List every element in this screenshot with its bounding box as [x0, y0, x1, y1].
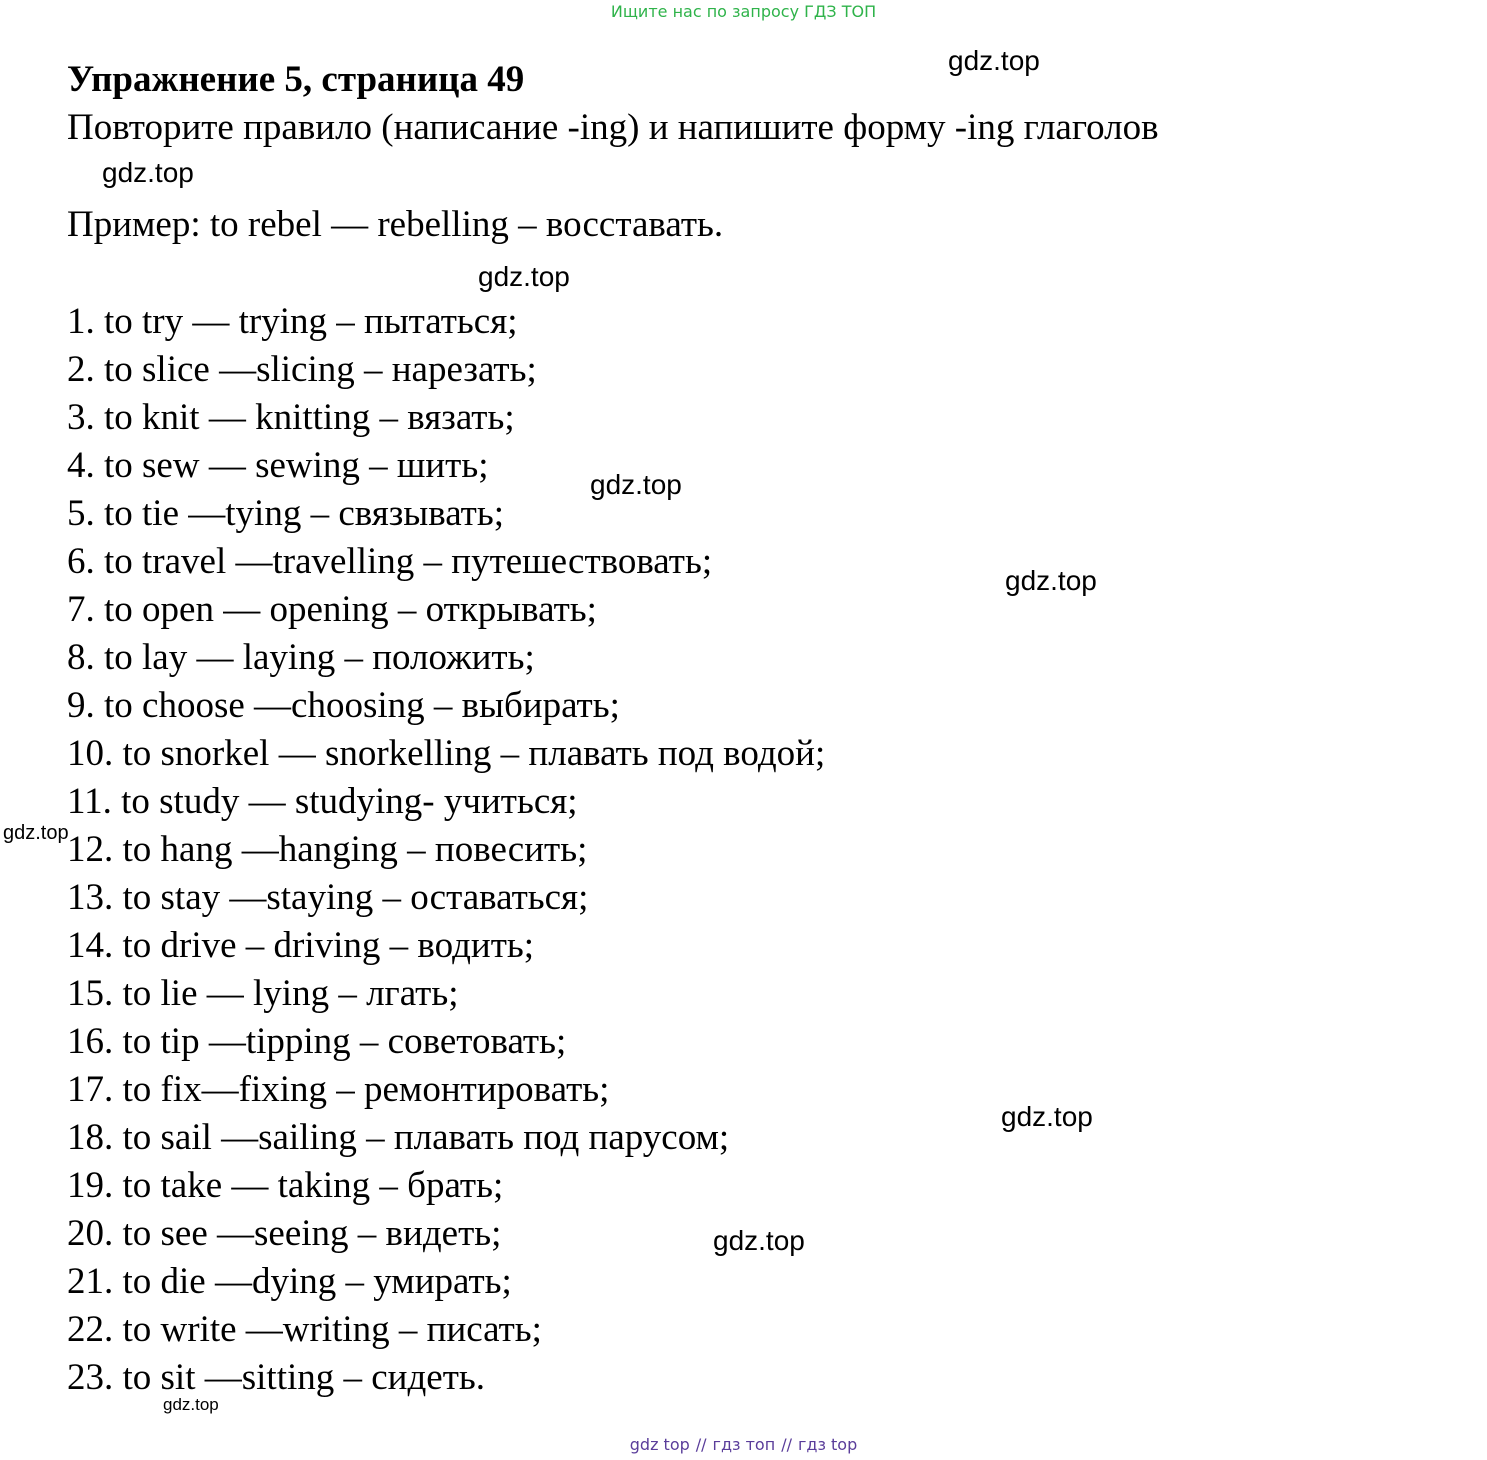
- list-item: 20. to see —seeing – видеть;: [67, 1213, 502, 1254]
- list-item: 3. to knit — knitting – вязать;: [67, 397, 515, 438]
- list-item: 6. to travel —travelling – путешествовать;: [67, 541, 713, 582]
- list-item: 9. to choose —choosing – выбирать;: [67, 685, 620, 726]
- watermark: gdz.top: [948, 45, 1040, 76]
- watermark: gdz.top: [478, 261, 570, 292]
- list-item: 7. to open — opening – открывать;: [67, 589, 597, 630]
- list-item: 22. to write —writing – писать;: [67, 1309, 542, 1350]
- list-item: 13. to stay —staying – оставаться;: [67, 877, 589, 918]
- list-item: 15. to lie — lying – лгать;: [67, 973, 459, 1014]
- footer-links: [0, 1435, 1487, 1454]
- watermark: gdz.top: [163, 1395, 219, 1414]
- list-item: 14. to drive – driving – водить;: [67, 925, 535, 966]
- list-item: 8. to lay — laying – положить;: [67, 637, 535, 678]
- footer-separator: //: [695, 1435, 707, 1454]
- exercise-title: Упражнение 5, страница 49: [67, 59, 525, 100]
- watermark: gdz.top: [3, 822, 69, 844]
- list-item: 4. to sew — sewing – шить;: [67, 445, 489, 486]
- answer-list: [67, 298, 825, 1402]
- list-item: 5. to tie —tying – связывать;: [67, 493, 504, 534]
- watermark: gdz.top: [102, 157, 194, 188]
- list-item: 18. to sail —sailing – плавать под парусом;: [67, 1117, 730, 1158]
- list-item: 10. to snorkel — snorkelling – плавать под водой;: [67, 733, 826, 774]
- footer-separator: //: [781, 1435, 792, 1454]
- top-banner[interactable]: Ищите нас по запросу ГДЗ ТОП: [610, 2, 877, 21]
- list-item: 17. to fix—fixing – ремонтировать;: [67, 1069, 610, 1110]
- watermark: gdz.top: [1005, 565, 1097, 596]
- exercise-example: Пример: to rebel — rebelling – восставать.: [67, 204, 724, 245]
- watermark: gdz.top: [713, 1225, 805, 1256]
- list-item: 16. to tip —tipping – советовать;: [67, 1021, 567, 1062]
- list-item: 12. to hang —hanging – повесить;: [67, 829, 588, 870]
- list-item: 23. to sit —sitting – сидеть.: [67, 1357, 486, 1398]
- footer-link[interactable]: гдз топ: [712, 1435, 776, 1454]
- watermark: gdz.top: [1001, 1101, 1093, 1132]
- list-item: 21. to die —dying – умирать;: [67, 1261, 512, 1302]
- watermark: gdz.top: [590, 469, 682, 500]
- footer-link[interactable]: гдз top: [797, 1435, 858, 1454]
- footer-link[interactable]: gdz top: [629, 1435, 690, 1454]
- list-item: 19. to take — taking – брать;: [67, 1165, 504, 1206]
- exercise-instructions: Повторите правило (написание -ing) и напишите форму -ing глаголов: [67, 107, 1159, 148]
- list-item: 2. to slice —slicing – нарезать;: [67, 349, 537, 390]
- list-item: 11. to study — studying- учиться;: [67, 781, 578, 822]
- list-item: 1. to try — trying – пытаться;: [67, 301, 518, 342]
